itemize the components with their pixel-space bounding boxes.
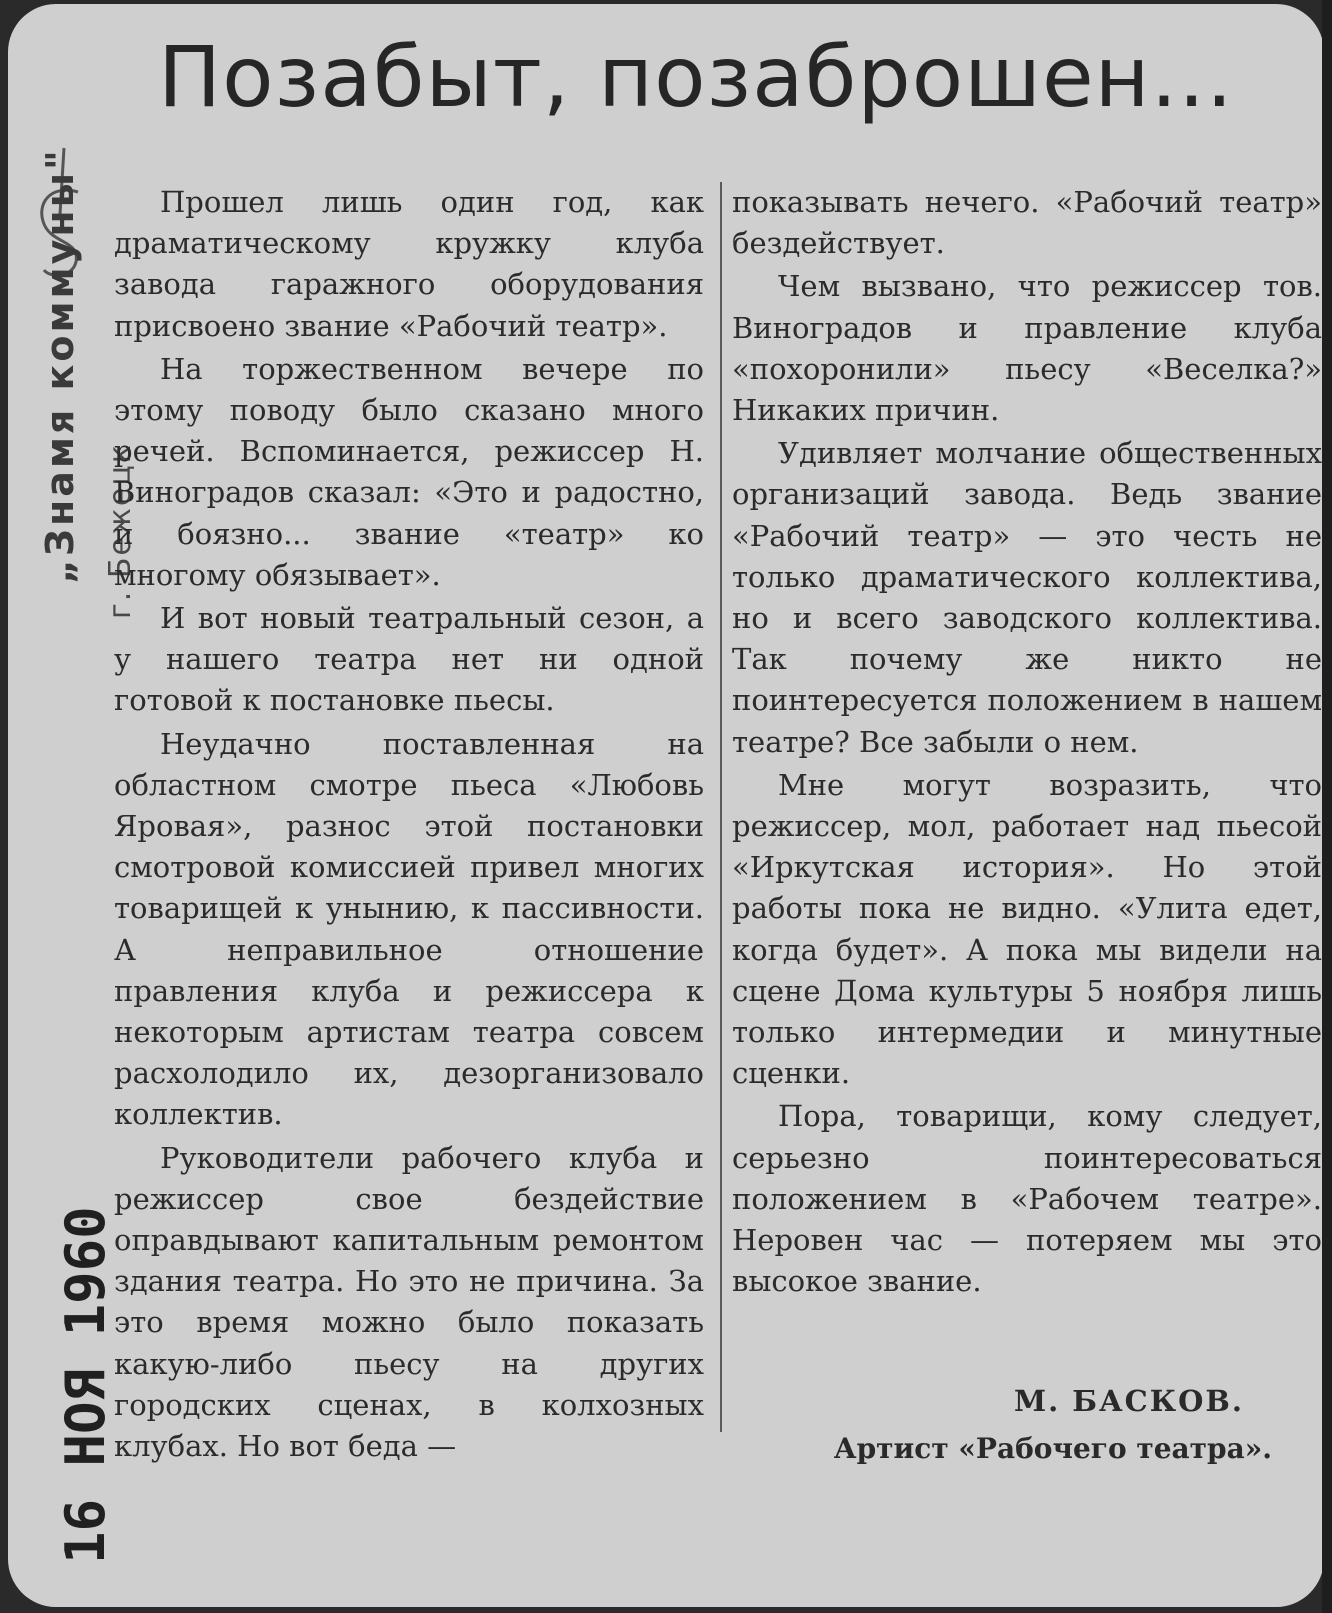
- paragraph: Неудачно поставленная на областном смотре пьеса «Любовь Яровая», разнос этой постановки смотровой комиссией привел многих товарищей к унынию, к пассивности. А неправильное отношение правления клуба и режиссера к некоторым артистам театра совсем расхолодило их, дезорганизовало коллектив.: [114, 726, 704, 1132]
- author-name: М. БАСКОВ.: [1013, 1384, 1244, 1418]
- article-headline: Позабыт, позаброшен...: [158, 28, 1234, 126]
- scan-edge: [1322, 0, 1332, 1613]
- paragraph: Чем вызвано, что режиссер тов. Виноградов и правление клуба «похоронили» пьесу «Веселка?» Никаких причин.: [732, 269, 1322, 428]
- left-column: [114, 182, 704, 1469]
- paragraph: Руководители рабочего клуба и режиссер свое бездействие оправдывают капитальным ремонтом здания театра. Но это не причина. За это время можно было показать какую-либо пьесу на других городских сценах, в колхозных клубах. Но вот беда —: [114, 1140, 704, 1464]
- paragraph: Удивляет молчание общественных организаций завода. Ведь звание «Рабочий театр» — это честь не только драматического коллектива, но и всего заводского коллектива. Так почему же никто не поинтересуется положением в нашем театре? Все забыли о нем.: [732, 436, 1322, 759]
- column-divider: [720, 182, 722, 1432]
- paragraph: Прошел лишь один год, как драматическому кружку клуба завода гаражного оборудования присвоено звание «Рабочий театр».: [114, 185, 704, 343]
- paragraph: И вот новый театральный сезон, а у нашего театра нет ни одной готовой к постановке пьесы.: [114, 601, 704, 718]
- paragraph: Мне могут возразить, что режиссер, мол, работает над пьесой «Иркутская история». Но этой работы пока не видно. «Улита едет, когда будет». А пока мы видели на сцене Дома культуры 5 ноября лишь только интермедии и минутные сценки.: [732, 767, 1322, 1091]
- paragraph: показывать нечего. «Рабочий театр» бездействует.: [732, 185, 1322, 261]
- author-role: Артист «Рабочего театра».: [833, 1432, 1272, 1465]
- right-column: [732, 182, 1322, 1304]
- paragraph: На торжественном вечере по этому поводу было сказано много речей. Вспоминается, режиссер Н. Виноградов сказал: «Это и радостно, и боязно... звание «театр» ко многому обязывает».: [114, 351, 704, 592]
- paragraph: Пора, товарищи, кому следует, серьезно поинтересоваться положением в «Рабочем театре». Неровен час — потеряем мы это высокое звание.: [732, 1099, 1322, 1299]
- newspaper-clipping: Позабыт, позаброшен... „Знамя коммуны" г. Бежецк 16 НОЯ 1960 Прошел лишь один год, как драматическому кружку клуба завода гаражного оборудования присвоено звание «Рабочий театр». На торжественном вечере по этому поводу было сказано много речей. Вспоминается, режиссер Н. Виноградов сказал: «Это и радостно, и боязно... звание «театр» ко многому обязывает». И вот новый театральный сезон, а у нашего театра нет ни одной готовой к постановке пьесы. Неудачно поставленная на областном смотре пьеса «Любовь Яровая», разнос этой постановки смотровой комиссией привел многих товарищей к унынию, к пассивности. А неправильное отношение правления клуба и режиссера к некоторым артистам театра совсем расхолодило их, дезорганизовало коллектив. Руководители рабочего клуба и режиссер свое бездействие оправдывают капитальным ремонтом здания театра. Но это не причина. За это время можно было показать какую-либо пьесу на других городских сценах, в колхозных клубах. Но вот беда — показывать нечего. «Рабочий театр» бездействует. Чем вызвано, что режиссер тов. Виноградов и правление клуба «похоронили» пьесу «Веселка?» Никаких причин. Удивляет молчание общественных организаций завода. Ведь звание «Рабочий театр» — это честь не только драматического коллектива, но и всего заводского коллектива. Так почему же никто не поинтересуется положением в нашем театре? Все забыли о нем. Мне могут возразить, что режиссер, мол, работает над пьесой «Иркутская история». Но этой работы пока не видно. «Улита едет, когда будет». А пока мы видели на сцене Дома культуры 5 ноября лишь только интермедии и минутные сценки. Пора, товарищи, кому следует, серьезно поинтересоваться положением в «Рабочем театре». Неровен час — потеряем мы это высокое звание. М. БАСКОВ. Артист «Рабочего театра».: [8, 4, 1324, 1607]
